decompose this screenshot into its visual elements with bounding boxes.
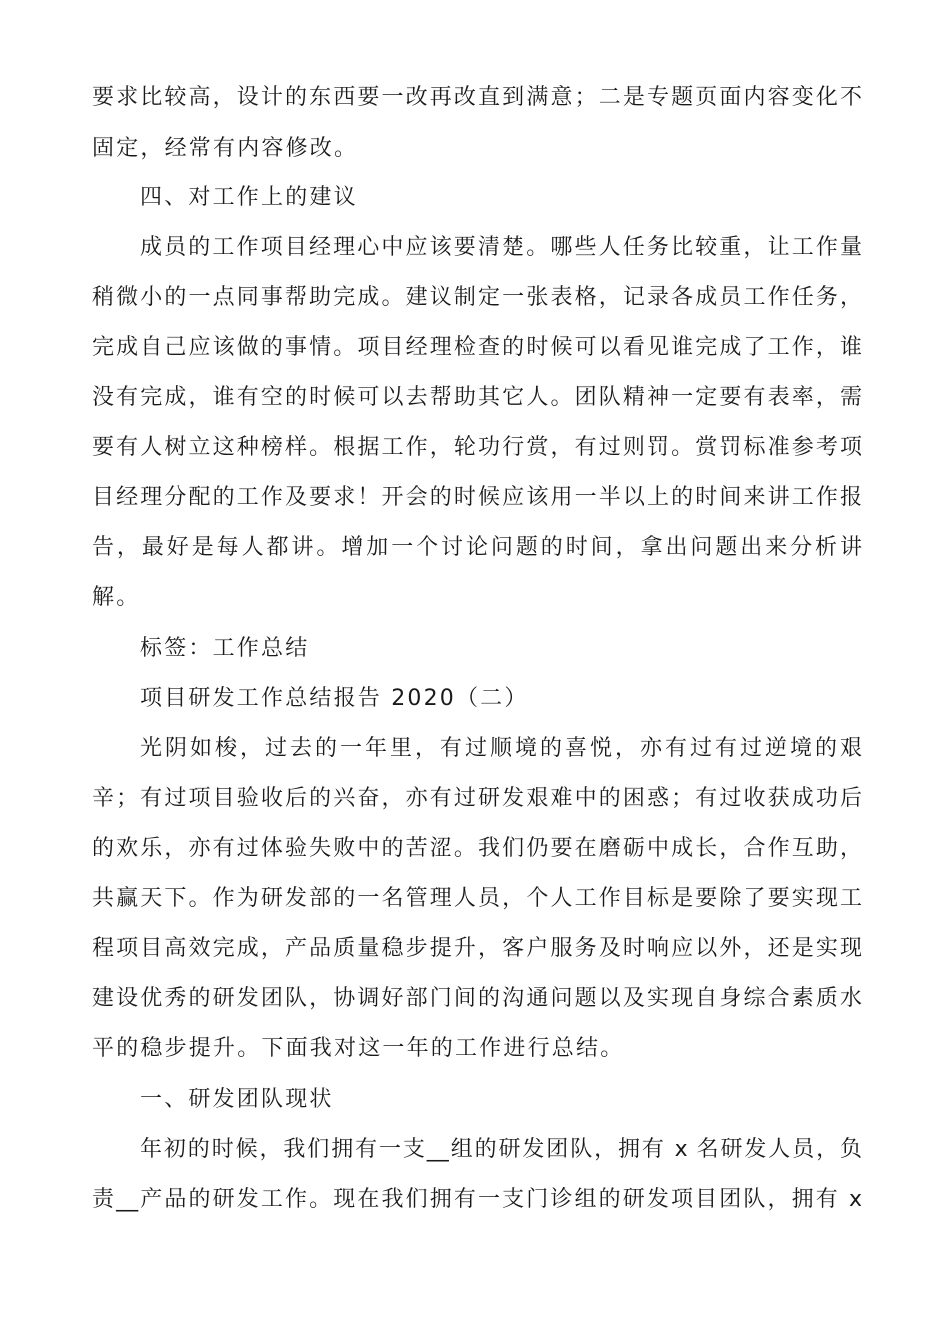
paragraph-line: 建设优秀的研发团队，协调好部门间的沟通问题以及实现自身综合素质水	[92, 986, 862, 1011]
tags-line: 标签：工作总结	[140, 636, 310, 661]
paragraph-line: 平的稳步提升。下面我对这一年的工作进行总结。	[92, 1036, 625, 1061]
report-title: 项目研发工作总结报告 2020（二）	[140, 686, 529, 711]
paragraph-line: 责__产品的研发工作。现在我们拥有一支门诊组的研发项目团队，拥有 x	[92, 1187, 862, 1212]
paragraph-line: 固定，经常有内容修改。	[92, 136, 359, 161]
paragraph-line: 程项目高效完成，产品质量稳步提升，客户服务及时响应以外，还是实现	[92, 936, 862, 961]
paragraph-line: 完成自己应该做的事情。项目经理检查的时候可以看见谁完成了工作，谁	[92, 335, 862, 360]
section-heading: 四、对工作上的建议	[140, 185, 358, 210]
paragraph-line: 光阴如梭，过去的一年里，有过顺境的喜悦，亦有过有过逆境的艰	[140, 736, 862, 761]
paragraph-line: 告，最好是每人都讲。增加一个讨论问题的时间，拿出问题出来分析讲	[92, 535, 862, 560]
paragraph-line: 要求比较高，设计的东西要一改再改直到满意；二是专题页面内容变化不	[92, 85, 862, 110]
section-heading: 一、研发团队现状	[140, 1087, 334, 1112]
paragraph-line: 的欢乐，亦有过体验失败中的苦涩。我们仍要在磨砺中成长，合作互助，	[92, 836, 862, 861]
paragraph-line: 年初的时候，我们拥有一支__组的研发团队，拥有 x 名研发人员，负	[140, 1137, 862, 1162]
paragraph-line: 目经理分配的工作及要求！开会的时候应该用一半以上的时间来讲工作报	[92, 485, 862, 510]
paragraph-line: 解。	[92, 585, 141, 610]
paragraph-line: 要有人树立这种榜样。根据工作，轮功行赏，有过则罚。赏罚标准参考项	[92, 435, 862, 460]
paragraph-line: 共赢天下。作为研发部的一名管理人员，个人工作目标是要除了要实现工	[92, 886, 862, 911]
paragraph-line: 没有完成，谁有空的时候可以去帮助其它人。团队精神一定要有表率，需	[92, 385, 862, 410]
paragraph-line: 成员的工作项目经理心中应该要清楚。哪些人任务比较重，让工作量	[140, 235, 862, 260]
paragraph-line: 稍微小的一点同事帮助完成。建议制定一张表格，记录各成员工作任务，	[92, 285, 862, 310]
paragraph-line: 辛；有过项目验收后的兴奋，亦有过研发艰难中的困惑；有过收获成功后	[92, 786, 862, 811]
